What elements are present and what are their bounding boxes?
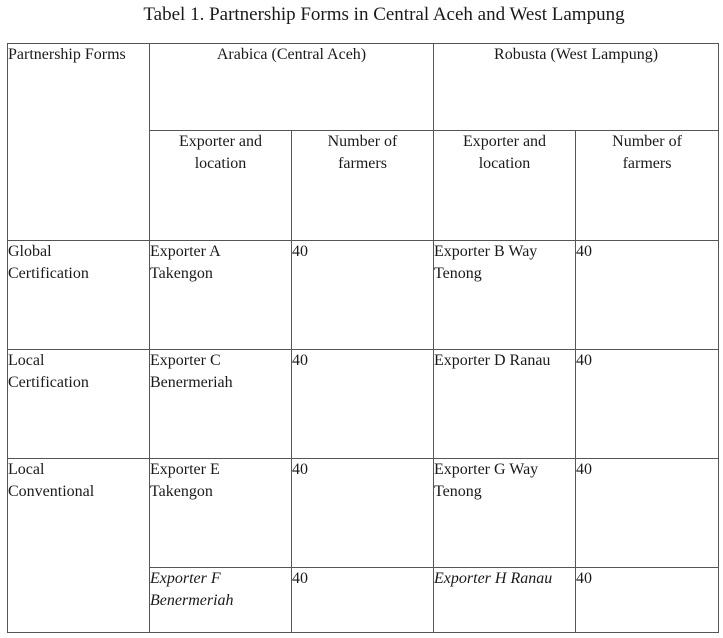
arabica-exporter-cell — [150, 459, 292, 568]
subheader-label: Exporter and location — [462, 133, 547, 172]
form-label: Global Certification — [8, 243, 89, 282]
subheader-label: Exporter and location — [178, 133, 263, 172]
robusta-exporter-cell — [434, 241, 576, 350]
exporter-label: Exporter A Takengon — [150, 243, 221, 282]
robusta-farmers-cell — [576, 568, 719, 633]
farmers-value: 40 — [576, 352, 593, 369]
arabica-exporter-cell — [150, 568, 292, 633]
farmers-value: 40 — [292, 570, 308, 587]
form-cell — [8, 350, 150, 459]
group-label: Arabica (Central Aceh) — [216, 46, 367, 63]
exporter-label: Exporter F Benermeriah — [150, 570, 234, 609]
arabica-exporter-cell — [150, 350, 292, 459]
form-cell — [8, 241, 150, 350]
farmers-value: 40 — [292, 461, 308, 478]
form-label: Local Conventional — [8, 461, 95, 500]
arabica-farmers-cell — [292, 459, 434, 568]
exporter-label: Exporter E Takengon — [150, 461, 220, 500]
header-row-groups — [8, 44, 719, 131]
subheader-farmers-robusta — [576, 131, 719, 241]
arabica-farmers-cell — [292, 350, 434, 459]
table-caption: Tabel 1. Partnership Forms in Central Aceh and West Lampung — [143, 4, 625, 25]
farmers-value: 40 — [576, 570, 593, 587]
form-label: Local Certification — [8, 352, 89, 391]
robusta-farmers-cell — [576, 459, 719, 568]
partnership-table — [7, 43, 719, 633]
table-row — [8, 459, 719, 568]
group-label: Robusta (West Lampung) — [494, 46, 659, 63]
exporter-label: Exporter D Ranau — [434, 352, 551, 369]
subheader-exporter-robusta — [434, 131, 576, 241]
subheader-farmers-arabica — [292, 131, 434, 241]
arabica-exporter-cell — [150, 241, 292, 350]
corner-header-cell — [8, 44, 150, 241]
farmers-value: 40 — [576, 243, 593, 260]
table-row — [8, 350, 719, 459]
farmers-value: 40 — [292, 352, 308, 369]
subheader-label: Number of farmers — [612, 133, 682, 172]
exporter-label: Exporter C Benermeriah — [150, 352, 233, 391]
corner-header: Partnership Forms — [8, 46, 126, 63]
exporter-label: Exporter G Way Tenong — [434, 461, 539, 500]
exporter-label: Exporter H Ranau — [434, 570, 553, 587]
robusta-exporter-cell — [434, 568, 576, 633]
robusta-exporter-cell — [434, 350, 576, 459]
robusta-exporter-cell — [434, 459, 576, 568]
robusta-farmers-cell — [576, 350, 719, 459]
farmers-value: 40 — [576, 461, 593, 478]
subheader-exporter-arabica — [150, 131, 292, 241]
table-row — [8, 241, 719, 350]
form-cell — [8, 459, 150, 633]
arabica-farmers-cell — [292, 241, 434, 350]
arabica-farmers-cell — [292, 568, 434, 633]
group-header-arabica — [150, 44, 434, 131]
farmers-value: 40 — [292, 243, 308, 260]
exporter-label: Exporter B Way Tenong — [434, 243, 538, 282]
subheader-label: Number of farmers — [327, 133, 398, 172]
group-header-robusta — [434, 44, 719, 131]
robusta-farmers-cell — [576, 241, 719, 350]
